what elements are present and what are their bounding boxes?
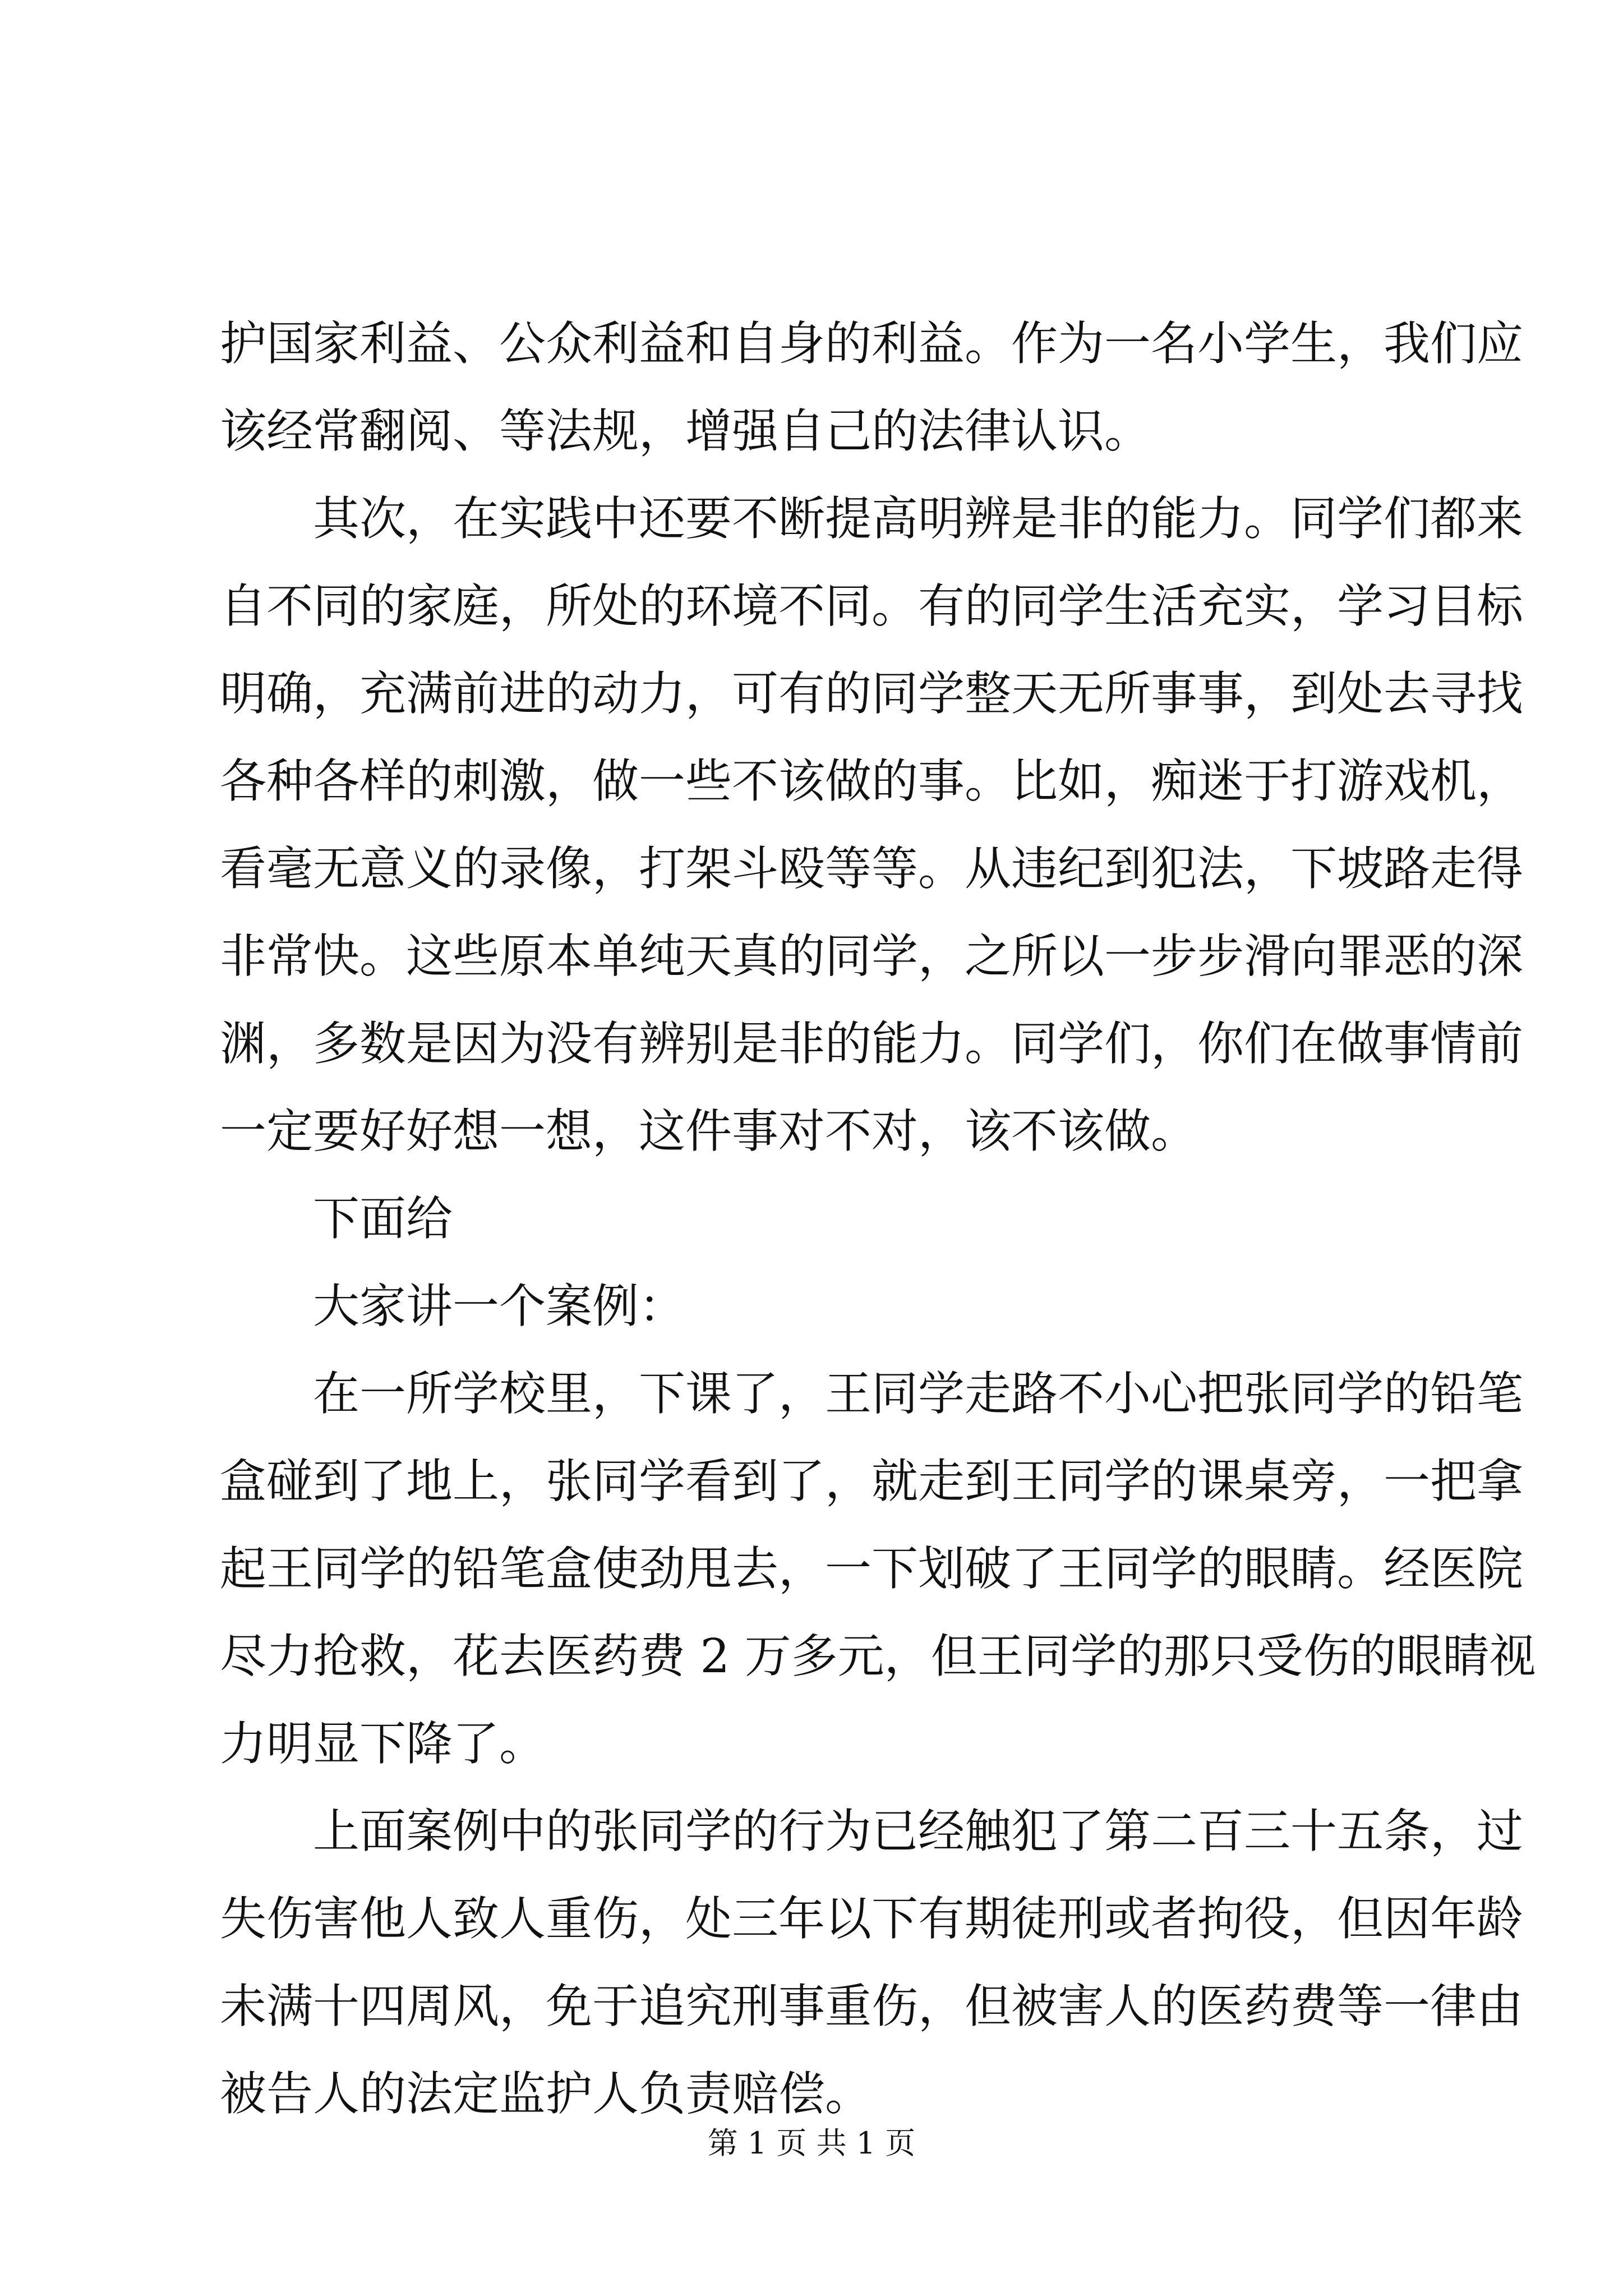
text-line: 力明显下降了。	[220, 1717, 546, 1771]
text-line: 该经常翻阅、等法规，增强自己的法律认识。	[220, 404, 1151, 458]
text-line: 非常快。这些原本单纯天真的同学，之所以一步步滑向罪恶的深	[220, 929, 1523, 983]
text-line: 明确，充满前进的动力，可有的同学整天无所事事，到处去寻找	[220, 666, 1523, 721]
text-line: 失伤害他人致人重伤，处三年以下有期徒刑或者拘役，但因年龄	[220, 1892, 1523, 1946]
page-footer: 第 1 页 共 1 页	[707, 2125, 916, 2161]
text-line: 尽力抢救，花去医药费 2 万多元，但王同学的那只受伤的眼睛视	[220, 1629, 1536, 1683]
text-line: 护国家利益、公众利益和自身的利益。作为一名小学生，我们应	[220, 316, 1523, 371]
document-body	[220, 300, 1536, 2138]
text-line: 上面案例中的张同学的行为已经触犯了第二百三十五条，过	[313, 1804, 1523, 1858]
text-line: 起王同学的铅笔盒使劲甩去，一下划破了王同学的眼睛。经医院	[220, 1542, 1523, 1596]
text-line: 其次，在实践中还要不断提高明辨是非的能力。同学们都来	[313, 491, 1523, 546]
text-line: 被告人的法定监护人负责赔偿。	[220, 2067, 872, 2121]
text-line: 看毫无意义的录像，打架斗殴等等。从违纪到犯法，下坡路走得	[220, 841, 1523, 896]
text-line: 盒碰到了地上，张同学看到了，就走到王同学的课桌旁，一把拿	[220, 1454, 1523, 1508]
text-line: 各种各样的刺激，做一些不该做的事。比如，痴迷于打游戏机，	[220, 754, 1523, 808]
text-line: 渊，多数是因为没有辨别是非的能力。同学们，你们在做事情前	[220, 1016, 1523, 1071]
text-line: 自不同的家庭，所处的环境不同。有的同学生活充实，学习目标	[220, 579, 1523, 633]
text-line: 大家讲一个案例：	[313, 1279, 685, 1333]
text-line: 在一所学校里，下课了，王同学走路不小心把张同学的铅笔	[313, 1366, 1523, 1421]
text-line: 一定要好好想一想，这件事对不对，该不该做。	[220, 1104, 1197, 1158]
text-line: 下面给	[313, 1191, 453, 1246]
text-line: 未满十四周风，免于追究刑事重伤，但被害人的医药费等一律由	[220, 1979, 1523, 2033]
